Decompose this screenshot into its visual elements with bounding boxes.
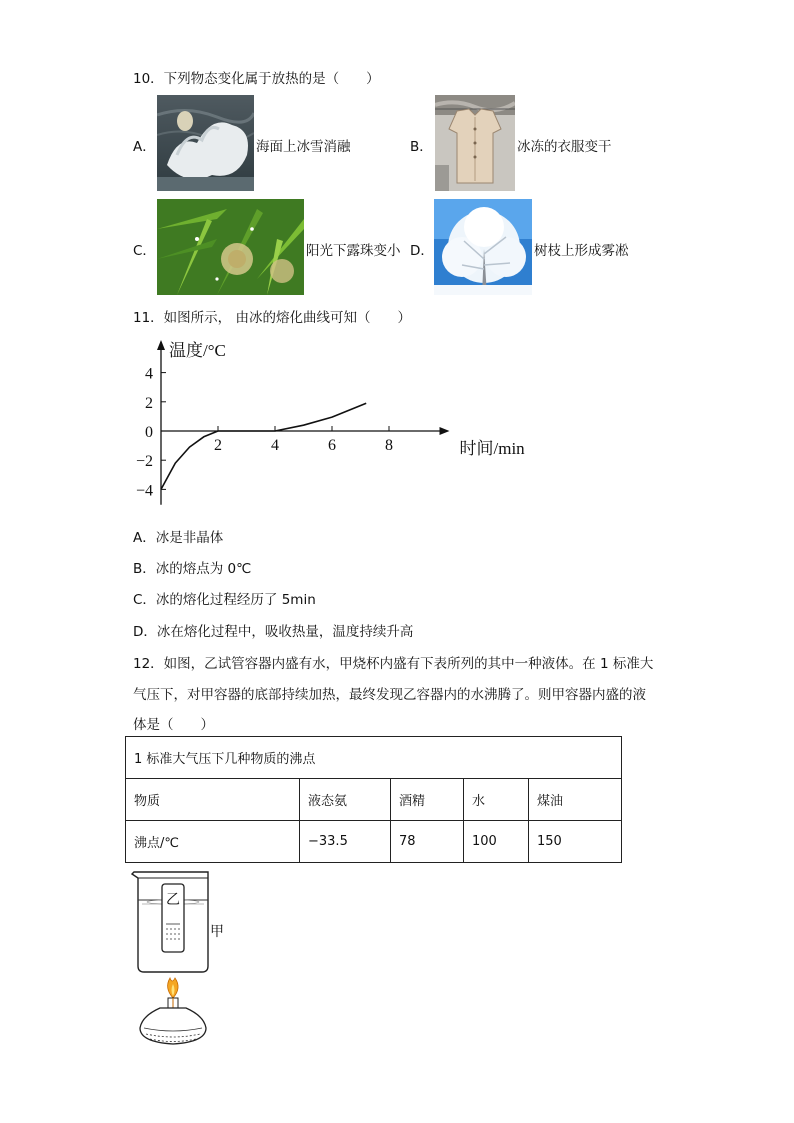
x-tick-label: 8 — [385, 437, 393, 454]
q12-stem-line-2: 气压下，对甲容器的底部持续加热，最终发现乙容器内的水沸腾了。则甲容器内盛的液 — [133, 687, 646, 703]
table-caption-row — [126, 737, 622, 779]
boiling-point-table — [125, 736, 622, 863]
melting-ice-photo — [157, 95, 254, 191]
table-cell: 100 — [464, 821, 529, 863]
x-tick-label: 2 — [214, 437, 222, 454]
table-cell: 物质 — [126, 779, 300, 821]
q10-stem: 10．下列物态变化属于放热的是（ ） — [133, 71, 380, 87]
table-cell: −33.5 — [300, 821, 391, 863]
alcohol-lamp — [140, 1008, 206, 1044]
table-cell: 酒精 — [391, 779, 464, 821]
q10-option-c-letter: C． — [133, 243, 156, 259]
table-cell: 78 — [391, 821, 464, 863]
table-row — [126, 821, 622, 863]
q10-option-d-text: 树枝上形成雾凇 — [534, 243, 629, 259]
x-tick-label: 4 — [271, 437, 279, 454]
q10-option-d-letter: D． — [410, 243, 434, 259]
q10-option-b-letter: B． — [410, 139, 433, 155]
table-cell: 150 — [529, 821, 622, 863]
q11-option-a: A．冰是非晶体 — [133, 530, 224, 546]
ice-melting-chart — [125, 334, 525, 514]
y-tick-label: −2 — [135, 453, 153, 471]
q10-option-a-letter: A． — [133, 139, 156, 155]
tube-label: 乙 — [166, 892, 180, 908]
chart-axes — [157, 340, 450, 505]
table-header-row — [126, 779, 622, 821]
y-axis-arrow — [157, 340, 165, 350]
y-tick-label: 4 — [145, 365, 153, 383]
chart-y-axis-label: 温度/°C — [169, 341, 226, 360]
x-axis-arrow — [440, 427, 450, 435]
q12-stem-line-3: 体是（ ） — [133, 717, 214, 733]
q12-stem-line-1: 12．如图，乙试管容器内盛有水，甲烧杯内盛有下表所列的其中一种液体。在 1 标准大 — [133, 656, 654, 672]
y-tick-label: −4 — [135, 482, 153, 500]
y-tick-label: 2 — [145, 394, 153, 412]
q11-stem: 11．如图所示， 由冰的熔化曲线可知（ ） — [133, 310, 411, 326]
rime-tree-photo — [434, 199, 532, 295]
table-cell: 沸点/℃ — [126, 821, 300, 863]
q11-option-d: D．冰在熔化过程中，吸收热量，温度持续升高 — [133, 624, 414, 640]
heating-apparatus-figure — [126, 866, 236, 1050]
table-cell: 液态氨 — [300, 779, 391, 821]
q11-option-b: B．冰的熔点为 0℃ — [133, 561, 252, 577]
frozen-clothes-photo — [435, 95, 515, 191]
x-tick-label: 6 — [328, 437, 336, 454]
chart-x-axis-label: 时间/min — [459, 439, 525, 458]
dew-grass-photo — [157, 199, 304, 295]
q10-option-c-text: 阳光下露珠变小 — [306, 243, 401, 259]
table-caption: 1 标准大气压下几种物质的沸点 — [126, 737, 622, 779]
q11-option-c: C．冰的熔化过程经历了 5min — [133, 592, 316, 608]
table-cell: 煤油 — [529, 779, 622, 821]
chart-ticks — [136, 366, 393, 500]
y-tick-label: 0 — [145, 424, 153, 441]
q10-option-b-text: 冰冻的衣服变干 — [517, 139, 612, 155]
q10-option-a-text: 海面上冰雪消融 — [256, 139, 351, 155]
table-cell: 水 — [464, 779, 529, 821]
beaker-label: 甲 — [210, 924, 224, 940]
